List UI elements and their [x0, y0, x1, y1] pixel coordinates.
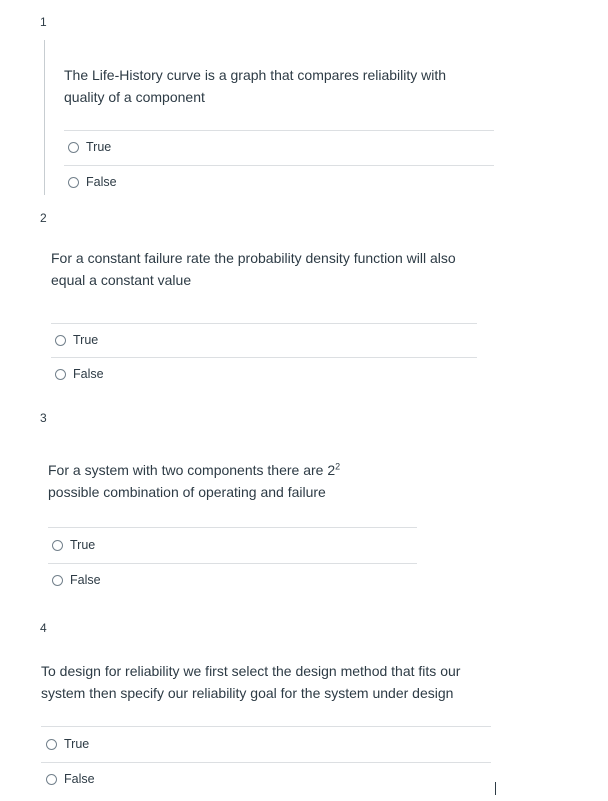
text-cursor	[495, 782, 496, 795]
radio-button[interactable]	[52, 540, 63, 551]
divider	[48, 527, 417, 528]
option-true[interactable]	[52, 537, 95, 553]
question-text: To design for reliability we first select the design method that fits our system then specify our reliability goal for the system under design	[41, 663, 461, 701]
option-true[interactable]	[46, 736, 89, 752]
divider	[41, 726, 491, 727]
divider	[51, 323, 477, 324]
divider	[48, 563, 417, 564]
option-label: False	[73, 367, 104, 381]
option-label: True	[64, 737, 90, 751]
radio-button[interactable]	[68, 177, 79, 188]
question-text-before: For a system with two components there are 2	[48, 462, 336, 478]
radio-button[interactable]	[55, 369, 66, 380]
question-text: For a constant failure rate the probability density function will also equal a constant value	[51, 250, 456, 288]
question-focus-bar	[44, 40, 45, 195]
question-number: 2	[40, 211, 47, 225]
divider	[64, 165, 494, 166]
option-true[interactable]	[68, 139, 111, 155]
question-number: 1	[40, 15, 47, 29]
divider	[64, 130, 494, 131]
question-text	[48, 459, 393, 503]
divider	[51, 357, 477, 358]
option-label: False	[70, 573, 101, 587]
radio-button[interactable]	[52, 575, 63, 586]
option-label: True	[73, 333, 99, 347]
option-false[interactable]	[46, 771, 95, 787]
radio-button[interactable]	[55, 335, 66, 346]
option-true[interactable]	[55, 332, 98, 348]
radio-button[interactable]	[68, 142, 79, 153]
superscript: 2	[335, 461, 341, 472]
question-number: 4	[40, 621, 47, 635]
divider	[41, 762, 491, 763]
option-false[interactable]	[52, 572, 101, 588]
question-text-after: possible combination of operating and failure	[48, 484, 326, 500]
option-label: True	[86, 140, 112, 154]
option-label: False	[64, 772, 95, 786]
option-label: False	[86, 175, 117, 189]
question-number: 3	[40, 411, 47, 425]
option-false[interactable]	[68, 174, 117, 190]
option-false[interactable]	[55, 366, 104, 382]
question-text: The Life-History curve is a graph that compares reliability with quality of a component	[64, 67, 447, 105]
radio-button[interactable]	[46, 774, 57, 785]
option-label: True	[70, 538, 96, 552]
radio-button[interactable]	[46, 739, 57, 750]
